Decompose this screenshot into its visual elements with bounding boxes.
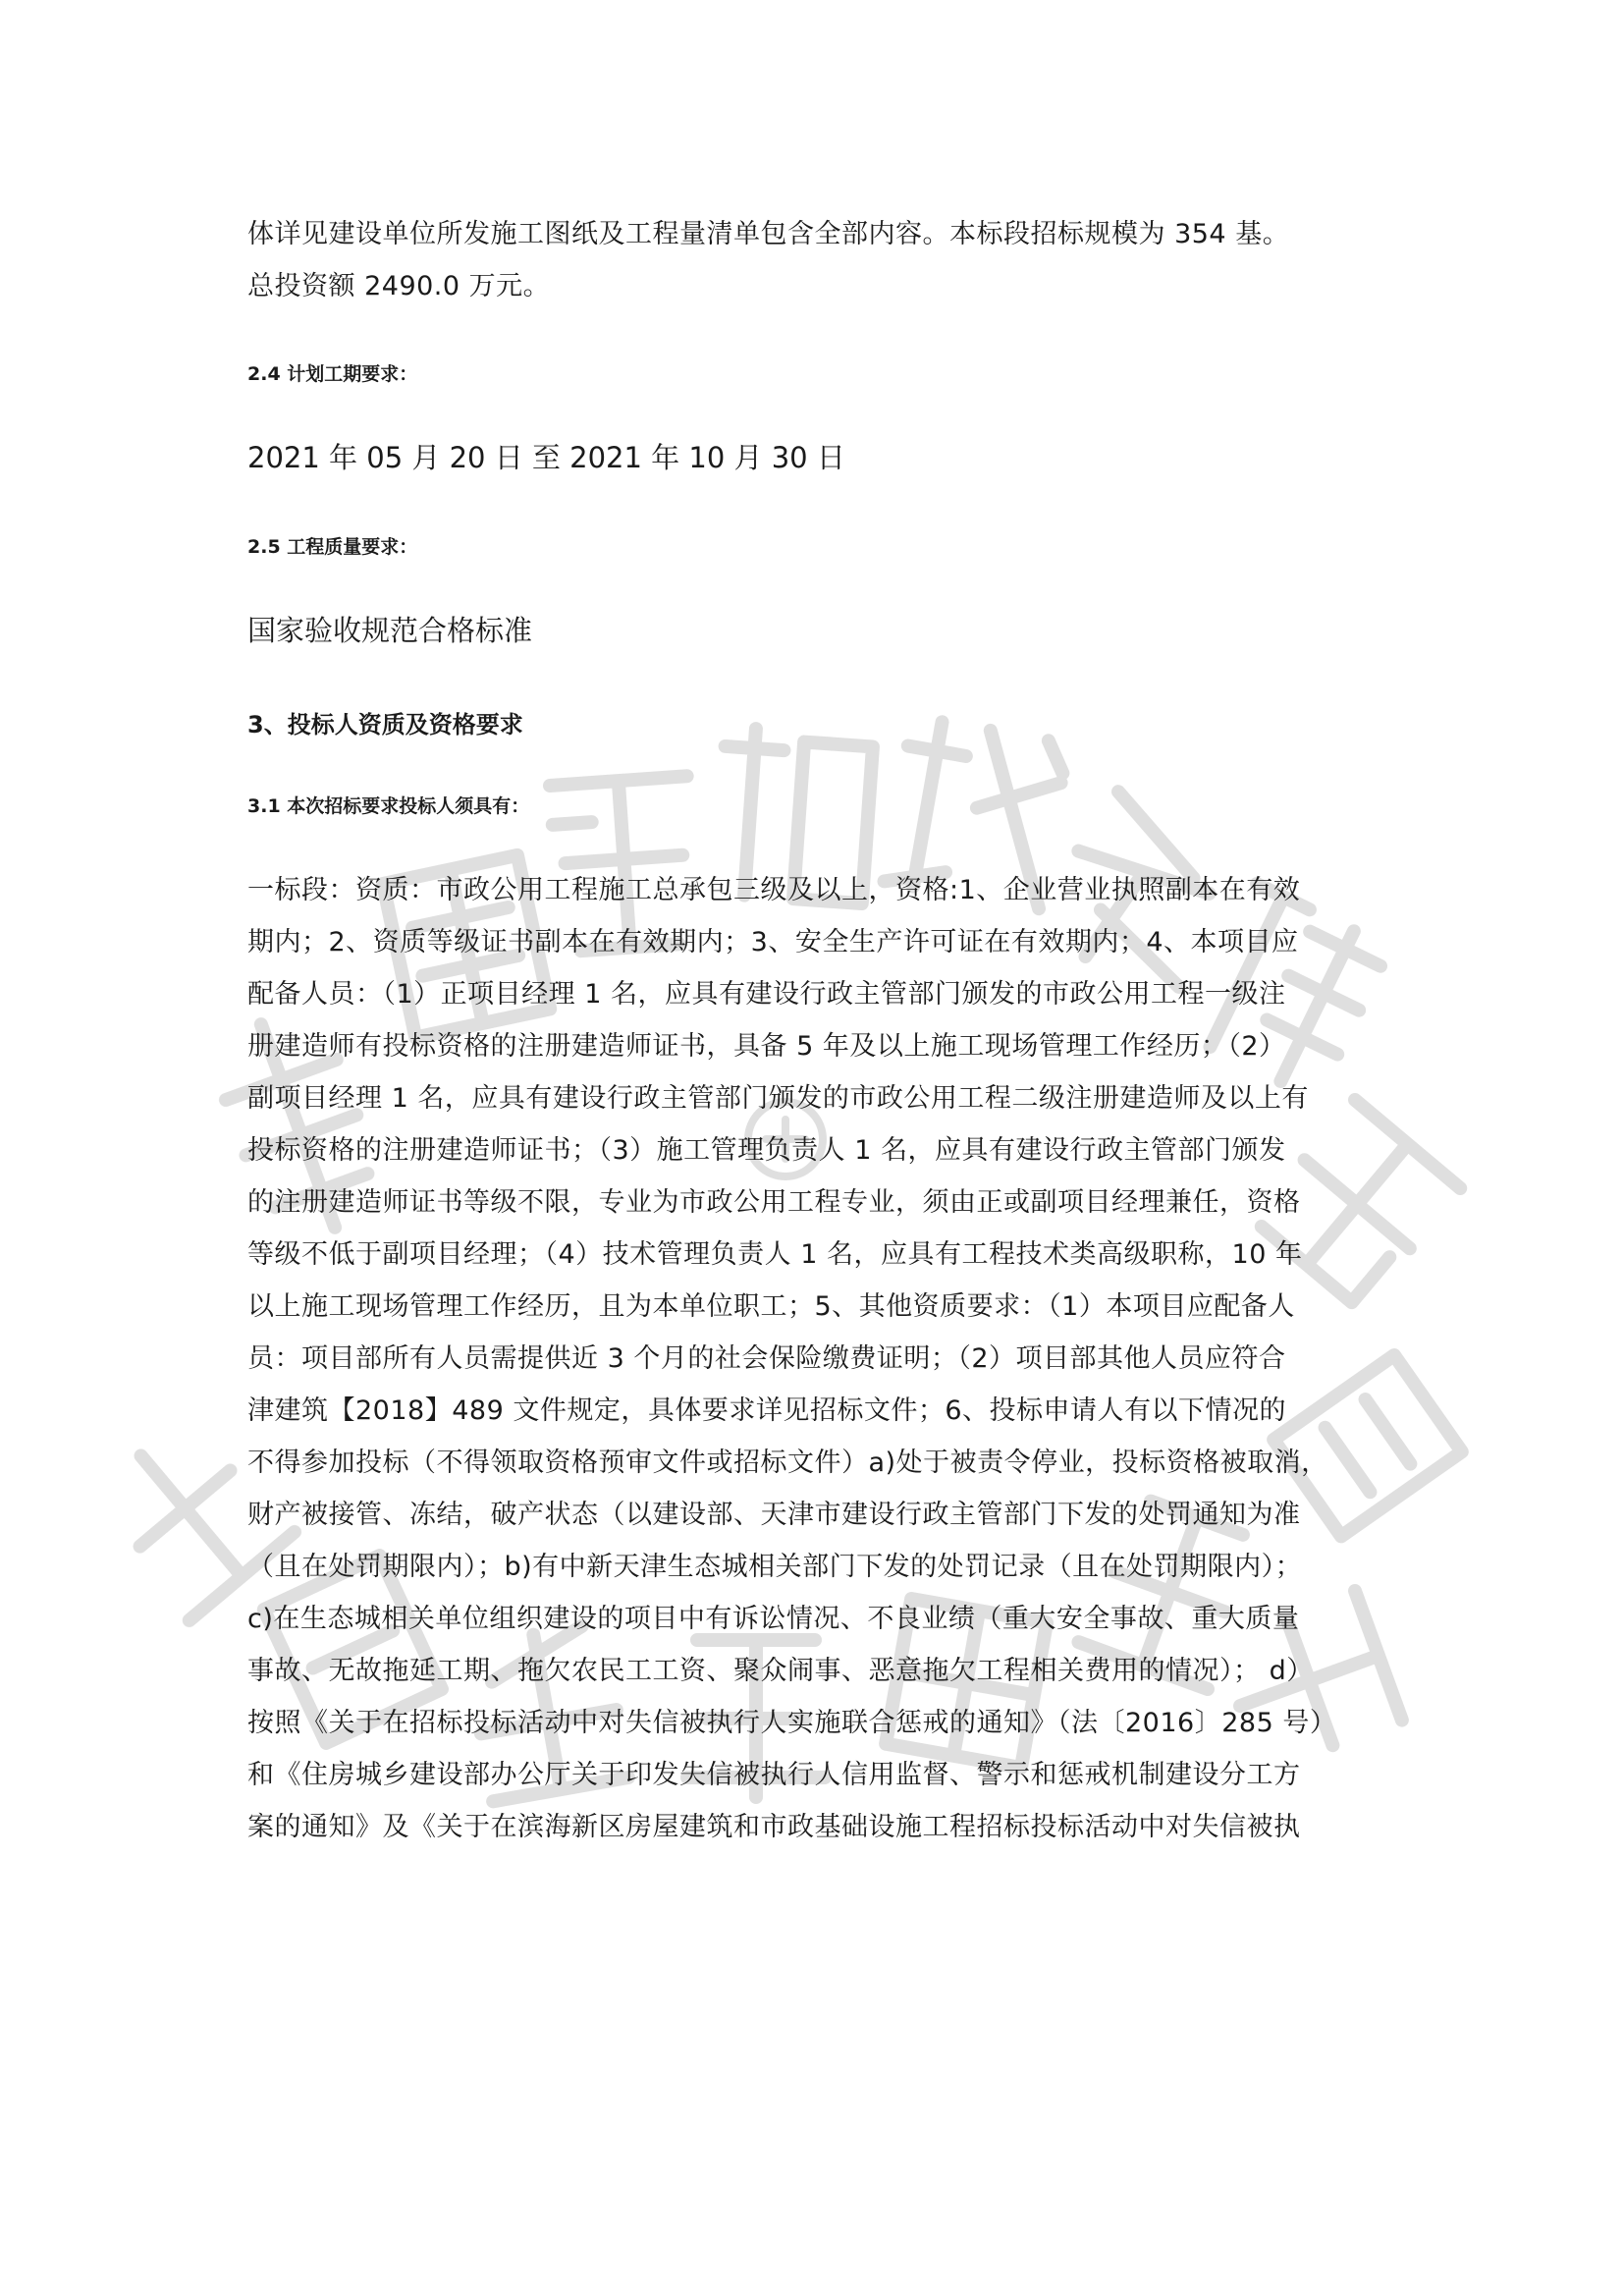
paragraph-line: 等级不低于副项目经理；（4）技术管理负责人 1 名，应具有工程技术类高级职称，10 年 [247, 1239, 1303, 1270]
section-heading-2-5: 2.5 工程质量要求： [247, 536, 418, 558]
paragraph-line: 的注册建造师证书等级不限，专业为市政公用工程专业，须由正或副项目经理兼任，资格 [247, 1187, 1301, 1218]
paragraph-line: 财产被接管、冻结，破产状态（以建设部、天津市建设行政主管部门下发的处罚通知为准 [247, 1500, 1301, 1530]
paragraph-line: 副项目经理 1 名，应具有建设行政主管部门颁发的市政公用工程二级注册建造师及以上有 [247, 1083, 1309, 1114]
paragraph-line: 配备人员：（1）正项目经理 1 名，应具有建设行政主管部门颁发的市政公用工程一级注 [247, 979, 1286, 1010]
paragraph-line: 册建造师有投标资格的注册建造师证书，具备 5 年及以上施工现场管理工作经历；（2） [247, 1031, 1286, 1062]
paragraph-line: 不得参加投标（不得领取资格预审文件或招标文件）a)处于被责令停业，投标资格被取消， [247, 1448, 1328, 1478]
document-body [247, 208, 1381, 1853]
paragraph-line: 员：项目部所有人员需提供近 3 个月的社会保险缴费证明；（2）项目部其他人员应符合 [247, 1343, 1286, 1374]
paragraph-line: （且在处罚期限内）；b)有中新天津生态城相关部门下发的处罚记录（且在处罚期限内）； [247, 1552, 1303, 1582]
paragraph-line: 体详见建设单位所发施工图纸及工程量清单包含全部内容。本标段招标规模为 354 基。 [247, 219, 1290, 249]
requirements-paragraph [247, 864, 1381, 1853]
paragraph-line: 一标段：资质：市政公用工程施工总承包三级及以上，资格:1、企业营业执照副本在有效 [247, 875, 1301, 905]
paragraph-line: 期内；2、资质等级证书副本在有效期内；3、安全生产许可证在有效期内；4、本项目应 [247, 927, 1299, 957]
paragraph-line: 总投资额 2490.0 万元。 [247, 271, 551, 301]
quality-requirement: 国家验收规范合格标准 [247, 614, 533, 647]
paragraph-line: 投标资格的注册建造师证书；（3）施工管理负责人 1 名，应具有建设行政主管部门颁发 [247, 1135, 1286, 1166]
paragraph-line: 和《住房城乡建设部办公厅关于印发失信被执行人信用监督、警示和惩戒机制建设分工方 [247, 1760, 1301, 1790]
paragraph-line: 事故、无故拖延工期、拖欠农民工工资、聚众闹事、恶意拖欠工程相关费用的情况）； d） [247, 1656, 1314, 1686]
section-heading-3-1: 3.1 本次招标要求投标人须具有： [247, 795, 530, 817]
paragraph-line: 津建筑【2018】489 文件规定，具体要求详见招标文件；6、投标申请人有以下情况的 [247, 1395, 1287, 1426]
paragraph-line: 案的通知》及《关于在滨海新区房屋建筑和市政基础设施工程招标投标活动中对失信被执 [247, 1812, 1301, 1842]
paragraph-line: c)在生态城相关单位组织建设的项目中有诉讼情况、不良业绩（重大安全事故、重大质量 [247, 1604, 1300, 1634]
section-heading-2-4: 2.4 计划工期要求： [247, 363, 418, 385]
paragraph-line: 按照《关于在招标投标活动中对失信被执行人实施联合惩戒的通知》（法〔2016〕285 号） [247, 1708, 1337, 1738]
paragraph-line: 以上施工现场管理工作经历，且为本单位职工；5、其他资质要求：（1）本项目应配备人 [247, 1291, 1295, 1322]
schedule-dates: 2021 年 05 月 20 日 至 2021 年 10 月 30 日 [247, 441, 845, 474]
section-heading-3: 3、投标人资质及资格要求 [247, 711, 523, 738]
